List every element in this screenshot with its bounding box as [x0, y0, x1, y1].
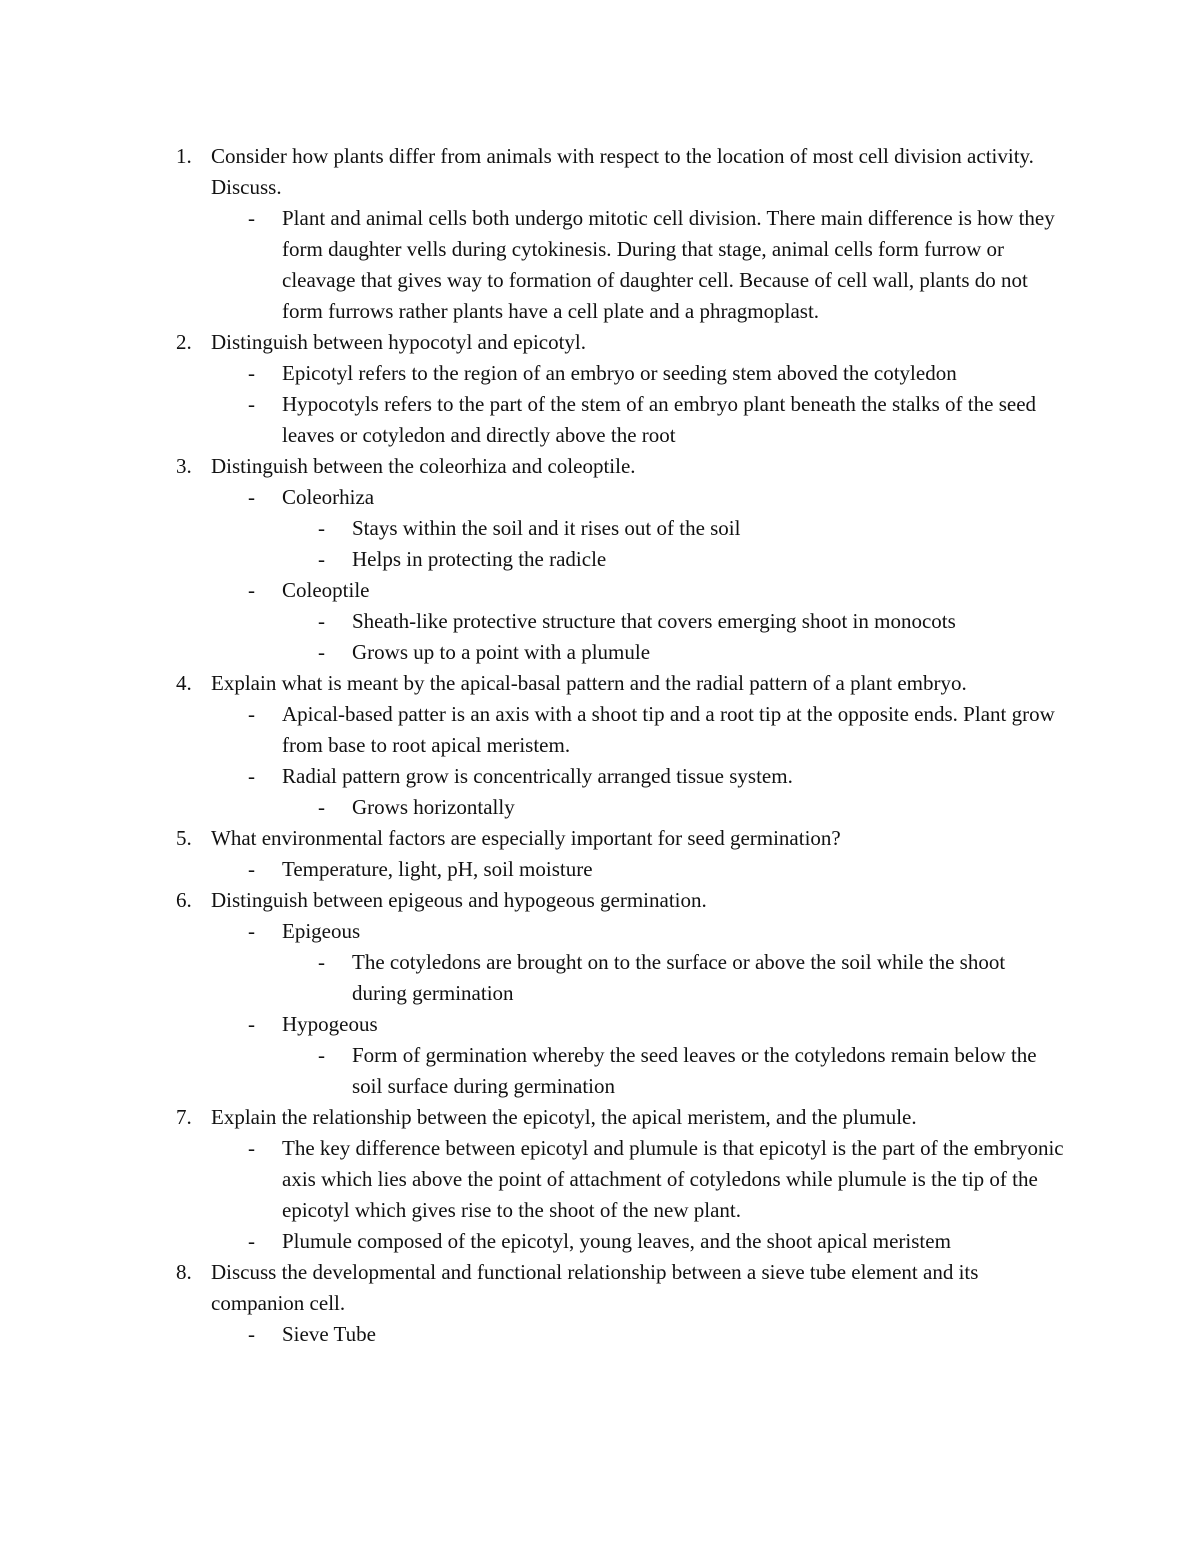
question-number: 1. [176, 144, 192, 168]
answer-text: Plumule composed of the epicotyl, young leaves, and the shoot apical meristem [282, 1229, 951, 1253]
answer-text: Hypocotyls refers to the part of the stem of an embryo plant beneath the stalks of the seed leaves or cotyledon and directly above the root [282, 392, 1037, 447]
answer-text: Coleoptile [282, 578, 370, 602]
question-item [0, 1257, 1200, 1319]
document-page [0, 141, 1200, 1350]
bullet-dash: - [318, 640, 325, 664]
answer-item [0, 1009, 1200, 1040]
question-number: 3. [176, 454, 192, 478]
sub-answer-item [0, 606, 1200, 637]
bullet-dash: - [318, 547, 325, 571]
question-text: What environmental factors are especially important for seed germination? [211, 826, 841, 850]
sub-answer-item [0, 544, 1200, 575]
answer-item [0, 854, 1200, 885]
bullet-dash: - [318, 516, 325, 540]
question-text: Explain the relationship between the epicotyl, the apical meristem, and the plumule. [211, 1105, 917, 1129]
answer-text: Temperature, light, pH, soil moisture [282, 857, 593, 881]
bullet-dash: - [248, 578, 255, 602]
sub-answer-text: Grows up to a point with a plumule [352, 640, 651, 664]
bullet-dash: - [248, 206, 255, 230]
sub-answer-item [0, 637, 1200, 668]
answer-item [0, 389, 1200, 451]
bullet-dash: - [248, 857, 255, 881]
answer-item [0, 1226, 1200, 1257]
bullet-dash: - [318, 950, 325, 974]
bullet-dash: - [318, 1043, 325, 1067]
answer-text: Epigeous [282, 919, 361, 943]
answer-text: Coleorhiza [282, 485, 375, 509]
sub-answer-item [0, 1040, 1200, 1102]
question-number: 2. [176, 330, 192, 354]
question-item [0, 327, 1200, 358]
answer-text: Plant and animal cells both undergo mitotic cell division. There main difference is how they form daughter vells during cytokinesis. During that stage, animal cells form furrow or cleavage that gives way to formation of daughter cell. Because of cell wall, plants do not form furrows rather plants have a cell plate and a phragmoplast. [282, 206, 1055, 323]
question-text: Explain what is meant by the apical-basal pattern and the radial pattern of a plant embryo. [211, 671, 967, 695]
answer-item [0, 203, 1200, 327]
question-text: Distinguish between epigeous and hypogeous germination. [211, 888, 707, 912]
answer-item [0, 575, 1200, 606]
question-text: Discuss the developmental and functional relationship between a sieve tube element and its companion cell. [211, 1260, 979, 1315]
bullet-dash: - [248, 485, 255, 509]
bullet-dash: - [248, 1229, 255, 1253]
question-item [0, 668, 1200, 699]
question-item [0, 451, 1200, 482]
bullet-dash: - [248, 1136, 255, 1160]
question-number: 8. [176, 1260, 192, 1284]
bullet-dash: - [248, 1012, 255, 1036]
bullet-dash: - [248, 764, 255, 788]
question-text: Distinguish between the coleorhiza and coleoptile. [211, 454, 636, 478]
sub-answer-text: Stays within the soil and it rises out of the soil [352, 516, 741, 540]
bullet-dash: - [248, 919, 255, 943]
sub-answer-item [0, 513, 1200, 544]
sub-answer-item [0, 947, 1200, 1009]
bullet-dash: - [248, 392, 255, 416]
sub-answer-text: Form of germination whereby the seed leaves or the cotyledons remain below the soil surface during germination [352, 1043, 1037, 1098]
sub-answer-text: Helps in protecting the radicle [352, 547, 607, 571]
answer-item [0, 916, 1200, 947]
question-item [0, 1102, 1200, 1133]
question-number: 6. [176, 888, 192, 912]
answer-item [0, 1133, 1200, 1226]
bullet-dash: - [248, 702, 255, 726]
answer-text: Sieve Tube [282, 1322, 376, 1346]
question-number: 4. [176, 671, 192, 695]
answer-item [0, 1319, 1200, 1350]
question-item [0, 823, 1200, 854]
answer-item [0, 761, 1200, 792]
answer-item [0, 358, 1200, 389]
sub-answer-text: The cotyledons are brought on to the surface or above the soil while the shoot during germination [352, 950, 1006, 1005]
question-item [0, 141, 1200, 203]
sub-answer-text: Grows horizontally [352, 795, 515, 819]
answer-item [0, 482, 1200, 513]
question-item [0, 885, 1200, 916]
question-number: 7. [176, 1105, 192, 1129]
answer-text: Hypogeous [282, 1012, 378, 1036]
bullet-dash: - [318, 609, 325, 633]
question-text: Distinguish between hypocotyl and epicotyl. [211, 330, 587, 354]
sub-answer-item [0, 792, 1200, 823]
bullet-dash: - [318, 795, 325, 819]
sub-answer-text: Sheath-like protective structure that covers emerging shoot in monocots [352, 609, 956, 633]
bullet-dash: - [248, 1322, 255, 1346]
answer-text: The key difference between epicotyl and plumule is that epicotyl is the part of the embryonic axis which lies above the point of attachment of cotyledons while plumule is the tip of the epicotyl which gives rise to the shoot of the new plant. [282, 1136, 1064, 1222]
answer-item [0, 699, 1200, 761]
answer-text: Apical-based patter is an axis with a shoot tip and a root tip at the opposite ends. Plant grow from base to root apical meristem. [282, 702, 1055, 757]
answer-text: Epicotyl refers to the region of an embryo or seeding stem aboved the cotyledon [282, 361, 957, 385]
question-text: Consider how plants differ from animals with respect to the location of most cell division activity. Discuss. [211, 144, 1034, 199]
bullet-dash: - [248, 361, 255, 385]
answer-text: Radial pattern grow is concentrically arranged tissue system. [282, 764, 793, 788]
question-number: 5. [176, 826, 192, 850]
